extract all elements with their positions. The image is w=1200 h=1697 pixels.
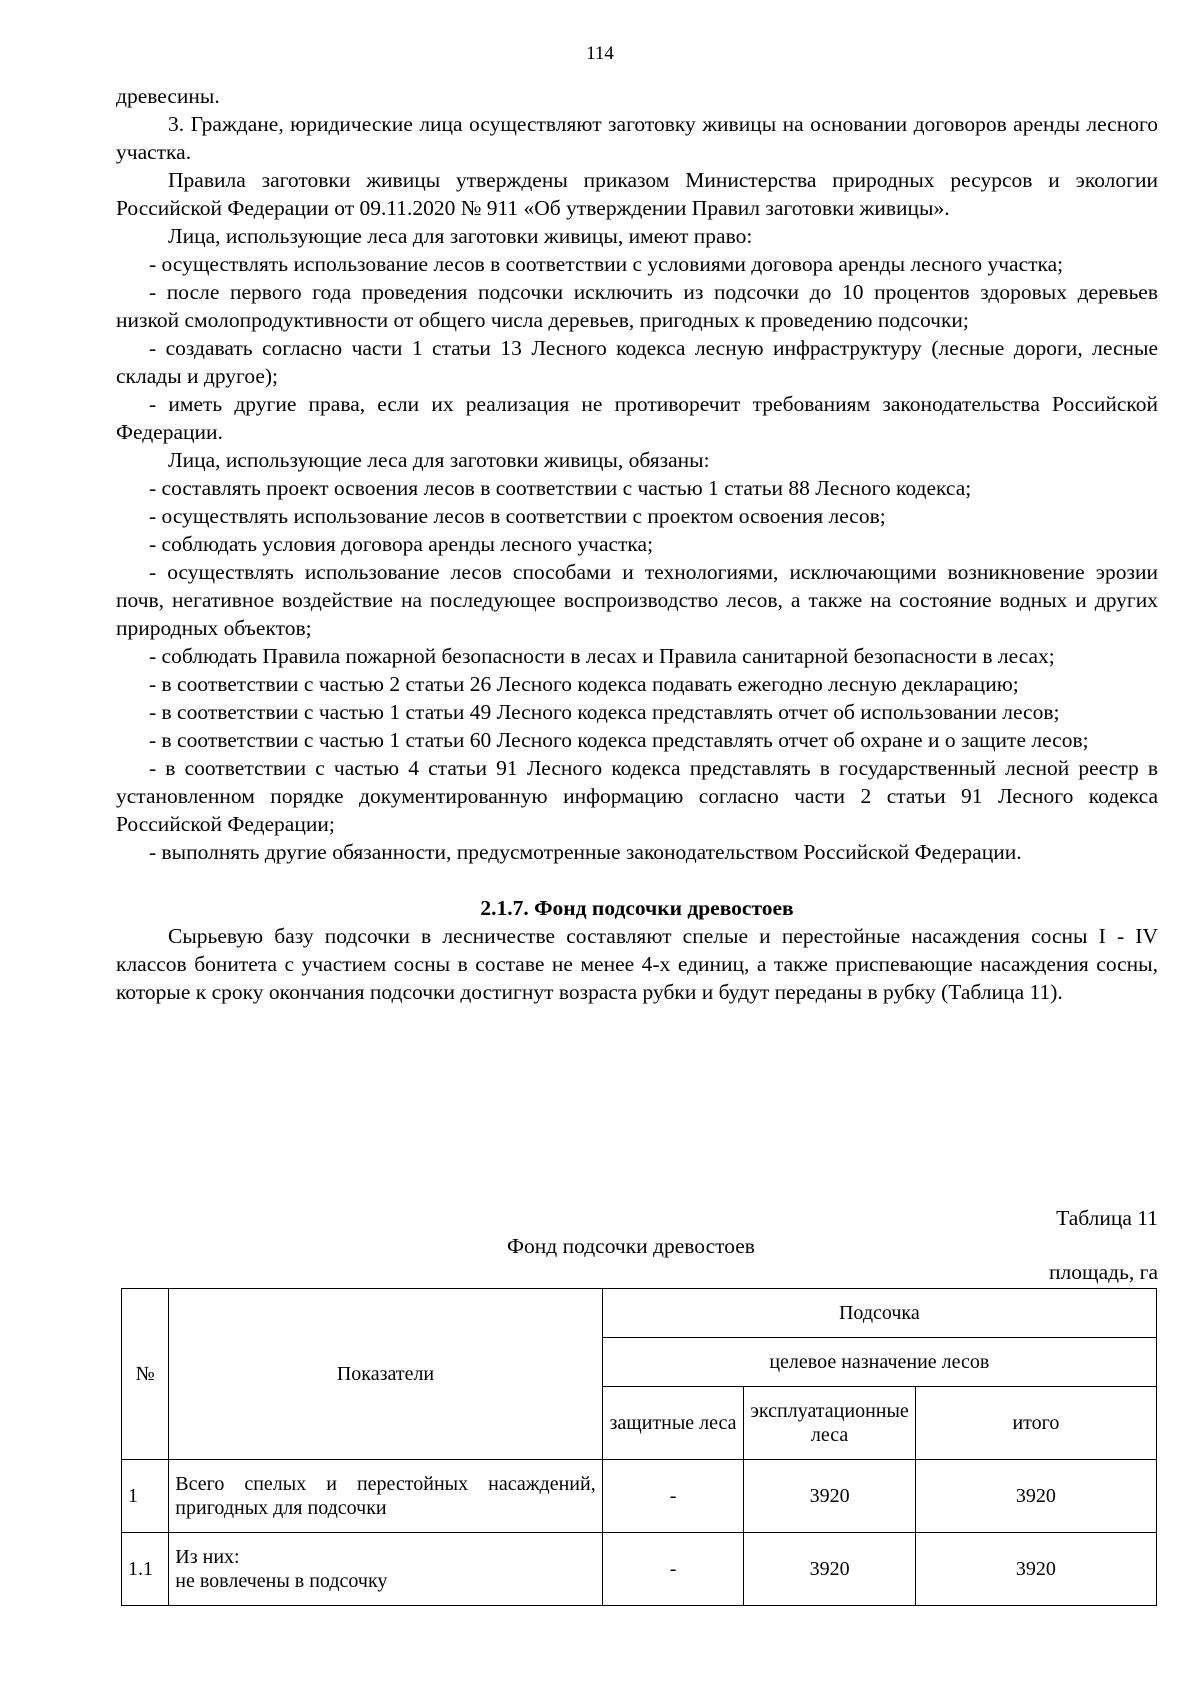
- paragraph: - осуществлять использование лесов в соответствии с условиями договора аренды лесного участка;: [149, 252, 1064, 276]
- paragraph: Лица, использующие леса для заготовки живицы, обязаны:: [168, 448, 710, 472]
- body-text: [116, 82, 1158, 1006]
- table-unit: площадь, га: [1049, 1260, 1158, 1284]
- paragraph: - осуществлять использование лесов в соответствии с проектом освоения лесов;: [149, 504, 886, 528]
- row-exploitation: 3920: [744, 1533, 915, 1606]
- paragraph: - в соответствии с частью 4 статьи 91 Лесного кодекса представлять в государственный лесной реестр в установленном порядке документированную информацию согласно части 2 статьи 91 Лесного кодекса Российской Федерации;: [116, 756, 1158, 836]
- row-exploitation: 3920: [744, 1460, 915, 1533]
- row-protective: -: [602, 1460, 744, 1533]
- header-group: Подсочка: [602, 1289, 1156, 1338]
- section-heading: 2.1.7. Фонд подсочки древостоев: [480, 896, 794, 920]
- paragraph: - осуществлять использование лесов способами и технологиями, исключающими возникновение эрозии почв, негативное воздействие на последующее воспроизводство лесов, а также на состояние водных и других природных объектов;: [116, 560, 1158, 640]
- paragraph: - после первого года проведения подсочки исключить из подсочки до 10 процентов здоровых деревьев низкой смолопродуктивности от общего числа деревьев, пригодных к проведению подсочки;: [116, 280, 1158, 332]
- paragraph: - иметь другие права, если их реализация не противоречит требованиям законодательства Российской Федерации.: [116, 392, 1158, 444]
- row-protective: -: [602, 1533, 744, 1606]
- paragraph: - соблюдать условия договора аренды лесного участка;: [149, 532, 654, 556]
- paragraph: - в соответствии с частью 1 статьи 49 Лесного кодекса представлять отчет об использовании лесов;: [149, 700, 1060, 724]
- paragraph: - выполнять другие обязанности, предусмотренные законодательством Российской Федерации.: [149, 840, 1022, 864]
- row-indicator: Всего спелых и перестойных насаждений, пригодных для подсочки: [169, 1460, 602, 1533]
- row-total: 3920: [915, 1533, 1156, 1606]
- header-total: итого: [915, 1387, 1156, 1460]
- table-label: Таблица 11: [1056, 1206, 1158, 1230]
- header-subgroup: целевое назначение лесов: [602, 1338, 1156, 1387]
- header-exploitation: эксплуатационные леса: [744, 1387, 915, 1460]
- header-indicators: Показатели: [169, 1289, 602, 1460]
- paragraph: - в соответствии с частью 1 статьи 60 Лесного кодекса представлять отчет об охране и о защите лесов;: [149, 728, 1089, 752]
- row-indicator: Из них: не вовлечены в подсочку: [169, 1533, 602, 1606]
- paragraph: - соблюдать Правила пожарной безопасности в лесах и Правила санитарной безопасности в лесах;: [149, 644, 1055, 668]
- row-total: 3920: [915, 1460, 1156, 1533]
- paragraph: - в соответствии с частью 2 статьи 26 Лесного кодекса подавать ежегодно лесную декларацию;: [149, 672, 1019, 696]
- fund-table: [121, 1288, 1157, 1606]
- paragraph: 3. Граждане, юридические лица осуществляют заготовку живицы на основании договоров аренды лесного участка.: [116, 112, 1158, 164]
- paragraph: - создавать согласно части 1 статьи 13 Лесного кодекса лесную инфраструктуру (лесные дороги, лесные склады и другое);: [116, 336, 1158, 388]
- paragraph: древесины.: [116, 84, 220, 108]
- page-number: 114: [586, 43, 614, 64]
- paragraph: - составлять проект освоения лесов в соответствии с частью 1 статьи 88 Лесного кодекса;: [149, 476, 972, 500]
- header-protective: защитные леса: [602, 1387, 744, 1460]
- table-title: Фонд подсочки древостоев: [507, 1234, 755, 1258]
- row-number: 1.1: [122, 1533, 169, 1606]
- paragraph: Сырьевую базу подсочки в лесничестве составляют спелые и перестойные насаждения сосны I - IV классов бонитета с участием сосны в составе не менее 4-х единиц, а также приспевающие насаждения сосны, которые к сроку окончания подсочки достигнут возраста рубки и будут переданы в рубку (Таблица 11).: [116, 924, 1158, 1004]
- table-row: [122, 1533, 1157, 1606]
- paragraph: Правила заготовки живицы утверждены приказом Министерства природных ресурсов и экологии Российской Федерации от 09.11.2020 № 911 «Об утверждении Правил заготовки живицы».: [116, 168, 1158, 220]
- header-number: №: [122, 1289, 169, 1460]
- table-row: [122, 1460, 1157, 1533]
- row-number: 1: [122, 1460, 169, 1533]
- paragraph: Лица, использующие леса для заготовки живицы, имеют право:: [168, 224, 753, 248]
